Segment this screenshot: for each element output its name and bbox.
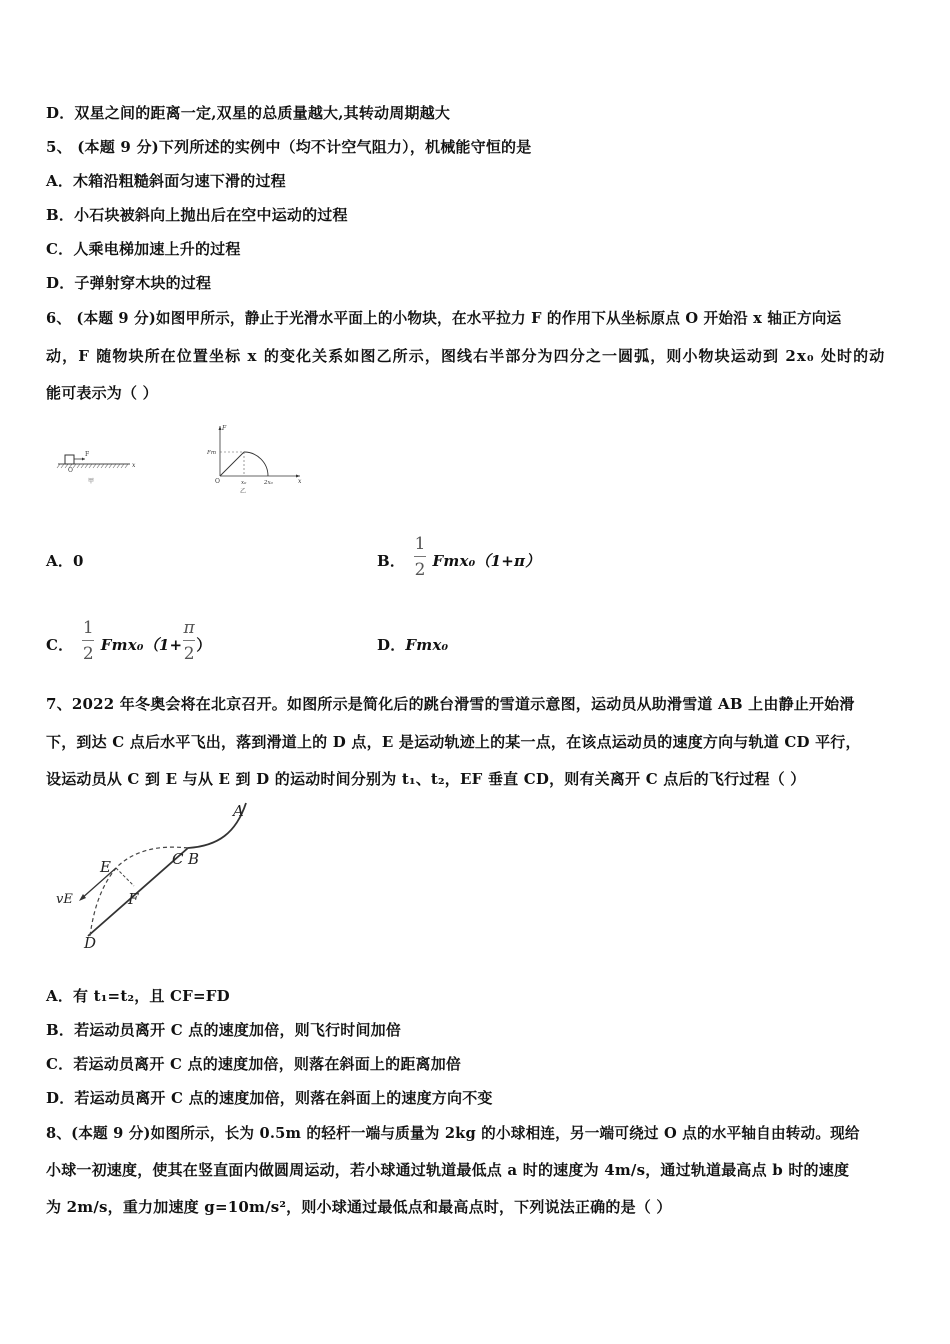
q6-yi-label-2x0: 2x₀ <box>264 480 273 486</box>
q7-label-ve: vE <box>56 892 73 907</box>
q6-yi-label-x: x <box>298 478 302 485</box>
q6-yi-label-fm: Fm <box>207 450 217 456</box>
q6-stem-line1: 6、 (本题 9 分)如图甲所示，静止于光滑水平面上的小物块，在水平拉力 F 的作用下从坐标原点 O 开始沿 x 轴正方向运 <box>46 310 842 327</box>
q7-stem-line1: 7、2022 年冬奥会将在北京召开。如图所示是简化后的跳台滑雪的雪道示意图，运动员从助滑雪道 AB 上由静止开始滑 <box>46 695 855 713</box>
q7-stem-line2: 下，到达 C 点后水平飞出，落到滑道上的 D 点，E 是运动轨迹上的某一点，在该点运动员的速度方向与轨道 CD 平行， <box>46 733 861 751</box>
q5-option-d: D．子弹射穿木块的过程 <box>46 274 212 292</box>
q6-option-a: A．0 <box>46 552 84 570</box>
q8-stem-line2: 小球一初速度，使其在竖直面内做圆周运动，若小球通过轨道最低点 a 时的速度为 4m/s，通过轨道最高点 b 时的速度 <box>46 1161 850 1179</box>
q6-jia-caption: 甲 <box>88 478 95 485</box>
q6-figure-yi <box>200 420 310 500</box>
q6-jia-label-x: x <box>132 462 136 469</box>
q7-option-a: A．有 t₁=t₂，且 CF=FD <box>46 987 230 1005</box>
q6-option-d: D．Fmx₀ <box>377 636 449 654</box>
q7-option-b: B．若运动员离开 C 点的速度加倍，则飞行时间加倍 <box>46 1021 402 1039</box>
q6-stem-line2: 动，F 随物块所在位置坐标 x 的变化关系如图乙所示，图线右半部分为四分之一圆弧，则小物块运动到 2x₀ 处时的动 <box>46 347 886 365</box>
q7-label-a: A <box>233 802 244 820</box>
q7-label-e: E <box>100 858 111 876</box>
q8-stem-line3: 为 2m/s，重力加速度 g=10m/s²，则小球通过最低点和最高点时，下列说法正确的是（ ） <box>46 1198 672 1216</box>
q7-label-b: B <box>188 850 200 868</box>
q6-yi-label-x0: x₀ <box>241 480 247 486</box>
q8-stem-line1: 8、(本题 9 分)如图所示，长为 0.5m 的轻杆一端与质量为 2kg 的小球相连，另一端可绕过 O 点的水平轴自由转动。现给 <box>46 1125 860 1142</box>
q6-yi-label-o: O <box>215 478 220 485</box>
q7-label-d: D <box>84 934 97 952</box>
q5-stem: 5、 (本题 9 分)下列所述的实例中（均不计空气阻力），机械能守恒的是 <box>46 138 532 156</box>
q6-figure-jia <box>55 440 145 490</box>
q7-stem-line3: 设运动员从 C 到 E 与从 E 到 D 的运动时间分别为 t₁、t₂，EF 垂直 CD，则有关离开 C 点后的飞行过程（ ） <box>46 770 806 788</box>
svg-text:O: O <box>68 467 73 474</box>
q5-option-a: A．木箱沿粗糙斜面匀速下滑的过程 <box>46 172 286 190</box>
q5-option-c: C．人乘电梯加速上升的过程 <box>46 240 241 258</box>
q5-option-b: B．小石块被斜向上抛出后在空中运动的过程 <box>46 206 348 224</box>
q7-ski-jump-figure <box>48 798 258 953</box>
q7-label-c: C <box>172 850 184 868</box>
q6-yi-caption: 乙 <box>240 488 247 495</box>
q6-option-b: B． $\frac{1}{2}$ Fmx₀（1+π） <box>377 534 541 580</box>
q6-option-c: C． $\frac{1}{2}$ Fmx₀（1+ $\frac{\pi}{2}$ ） <box>46 618 212 664</box>
q7-option-d: D．若运动员离开 C 点的速度加倍，则落在斜面上的速度方向不变 <box>46 1089 493 1107</box>
q6-stem-line3: 能可表示为（ ） <box>46 384 158 402</box>
q6-yi-label-f: F <box>222 425 227 432</box>
q7-label-f: F <box>128 890 139 908</box>
q4-option-d: D．双星之间的距离一定,双星的总质量越大,其转动周期越大 <box>46 104 451 122</box>
q6-jia-label-f: F <box>85 451 90 458</box>
q7-option-c: C．若运动员离开 C 点的速度加倍，则落在斜面上的距离加倍 <box>46 1055 462 1073</box>
